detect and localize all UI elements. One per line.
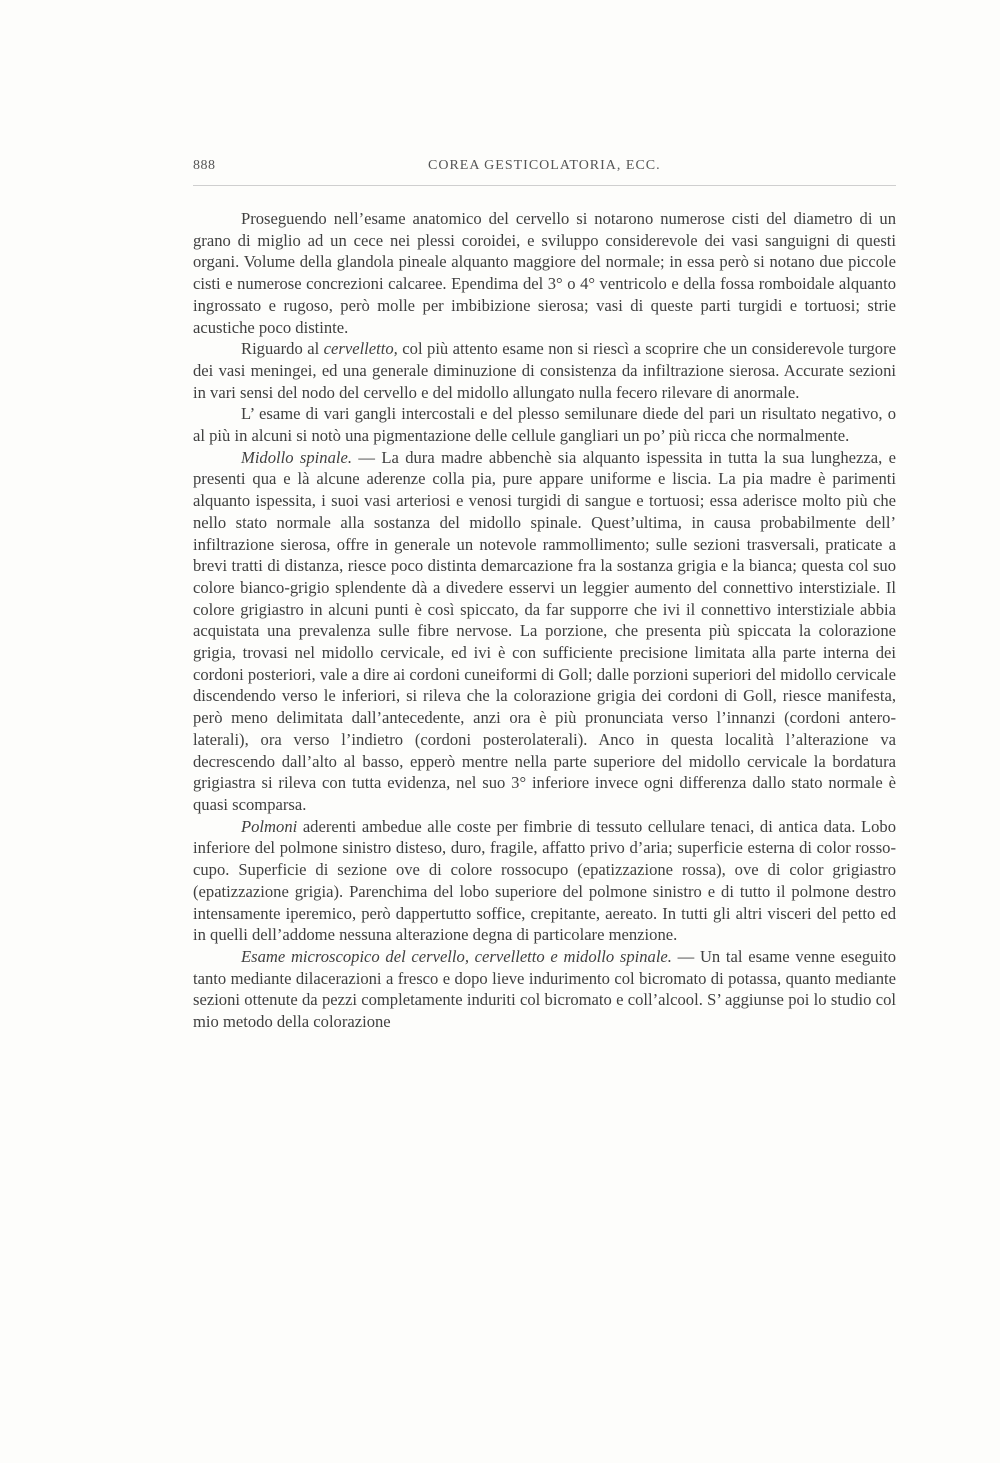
paragraph-lead: Midollo spinale. bbox=[241, 447, 352, 467]
running-head bbox=[193, 158, 896, 180]
paragraph-text: L’ esame di vari gangli intercostali e del plesso semilunare diede del pari un risultato negativo, o al più in alcuni si notò una pigmentazione delle cellule gangliari un po’ più ricca che normalmente. bbox=[193, 404, 896, 446]
running-title: COREA GESTICOLATORIA, ECC. bbox=[428, 158, 661, 173]
paragraph-text: Proseguendo nell’esame anatomico del cervello si notarono numerose cisti del diametro di un grano di miglio ad un cece nei plessi coroidei, e sviluppo considerevole dei vasi sanguigni di questi organi. Volume della glandola pineale alquanto maggiore del normale; in essa però si notano due piccole cisti e numerose concrezioni calcaree. Ependima del 3° o 4° ventricolo e della fossa romboidale alquanto ingrossato e rugoso, però molle per imbibizione sierosa; vasi di queste parti turgidi e tortuosi; strie acustiche poco distinte. bbox=[193, 209, 896, 337]
paragraph-text: aderenti ambedue alle coste per fimbrie di tessuto cellulare tenaci, di antica data. Lobo inferiore del polmone sinistro disteso, duro, fragile, affatto privo d’aria; superficie esterna di color rosso-cupo. Superficie di sezione ove di colore rossocupo (epatizzazione rossa), ove di color grigiastro (epatizzazione grigia). Parenchima del lobo superiore del polmone sinistro e di tutto il polmone destro intensamente iperemico, però dappertutto soffice, crepitante, aereato. In tutti gli altri visceri del petto ed in quelli dell’addome nessuna alterazione degna di particolare menzione. bbox=[193, 816, 896, 945]
page-number: 888 bbox=[193, 158, 216, 173]
body-text bbox=[193, 208, 896, 1033]
paragraph-lead: cervelletto, bbox=[323, 339, 398, 359]
paragraph-text: — La dura madre abbenchè sia alquanto ispessita in tutta la sua lunghezza, e presenti qua e là alcune aderenze colla pia, pure appare uniforme e liscia. La pia madre è parimenti alquanto ispessita, i suoi vasi arteriosi e venosi turgidi di sangue e tortuosi; essa aderisce molto più che nello stato normale alla sostanza del midollo spinale. Quest’ultima, in causa probabilmente dell’ infiltrazione sierosa, offre in generale un notevole rammollimento; sulle sezioni trasversali, praticate a brevi tratti di distanza, riesce poco distinta demarcazione fra la sostanza grigia e la bianca; questa col suo colore bianco-grigio splendente dà a divedere esservi un leggier aumento del connettivo interstiziale. Il colore grigiastro in alcuni punti è così spiccato, da far supporre che ivi il connettivo interstiziale abbia acquistata una prevalenza sulle fibre nervose. La porzione, che presenta più spiccata la colorazione grigia, trovasi nel midollo cervicale, ed ivi è con sufficiente precisione limitata alla parte interna dei cordoni posteriori, vale a dire ai cordoni cuneiformi di Goll; dalle porzioni superiori del midollo cervicale discendendo verso le inferiori, si rileva che la colorazione grigia dei cordoni di Goll, riesce manifesta, però meno delimitata dall’antecedente, anzi ora è più pronunciata verso l’innanzi (cordoni antero-laterali), ora verso l’indietro (cordoni posterolaterali). Anco in questa località l’alterazione va decrescendo dall’alto al basso, epperò mentre nella parte superiore del midollo cervicale la bordatura grigiastra si rileva con tutta evidenza, nel suo 3° inferiore invece ogni differenza dallo stato normale è quasi scomparsa. bbox=[193, 447, 896, 814]
paragraph-prefix: Riguardo al bbox=[241, 339, 324, 359]
paragraph-midollo-spinale bbox=[193, 447, 896, 816]
paragraph-lead: Polmoni bbox=[241, 816, 298, 836]
header-rule bbox=[193, 185, 896, 186]
book-page bbox=[193, 158, 896, 1033]
paragraph-text: col più attento esame non si riescì a scoprire che un considerevole turgore dei vasi meningei, ed una generale diminuzione di consistenza da infiltrazione sierosa. Accurate sezioni in vari sensi del nodo del cervello e del midollo allungato nulla fecero rilevare di anormale. bbox=[193, 339, 896, 402]
paragraph-gangli bbox=[193, 403, 896, 446]
paragraph-esame-microscopico bbox=[193, 946, 896, 1033]
paragraph-cervelletto bbox=[193, 338, 896, 403]
paragraph-lead: Esame microscopico del cervello, cervelletto e midollo spinale. bbox=[241, 946, 672, 966]
paragraph-cervello bbox=[193, 208, 896, 338]
paragraph-text: — Un tal esame venne eseguito tanto mediante dilacerazioni a fresco e dopo lieve indurimento col bicromato di potassa, quanto mediante sezioni ottenute da pezzi completamente induriti col bicromato e coll’alcool. S’ aggiunse poi lo studio col mio metodo della colorazione bbox=[193, 946, 896, 1032]
paragraph-polmoni bbox=[193, 816, 896, 946]
